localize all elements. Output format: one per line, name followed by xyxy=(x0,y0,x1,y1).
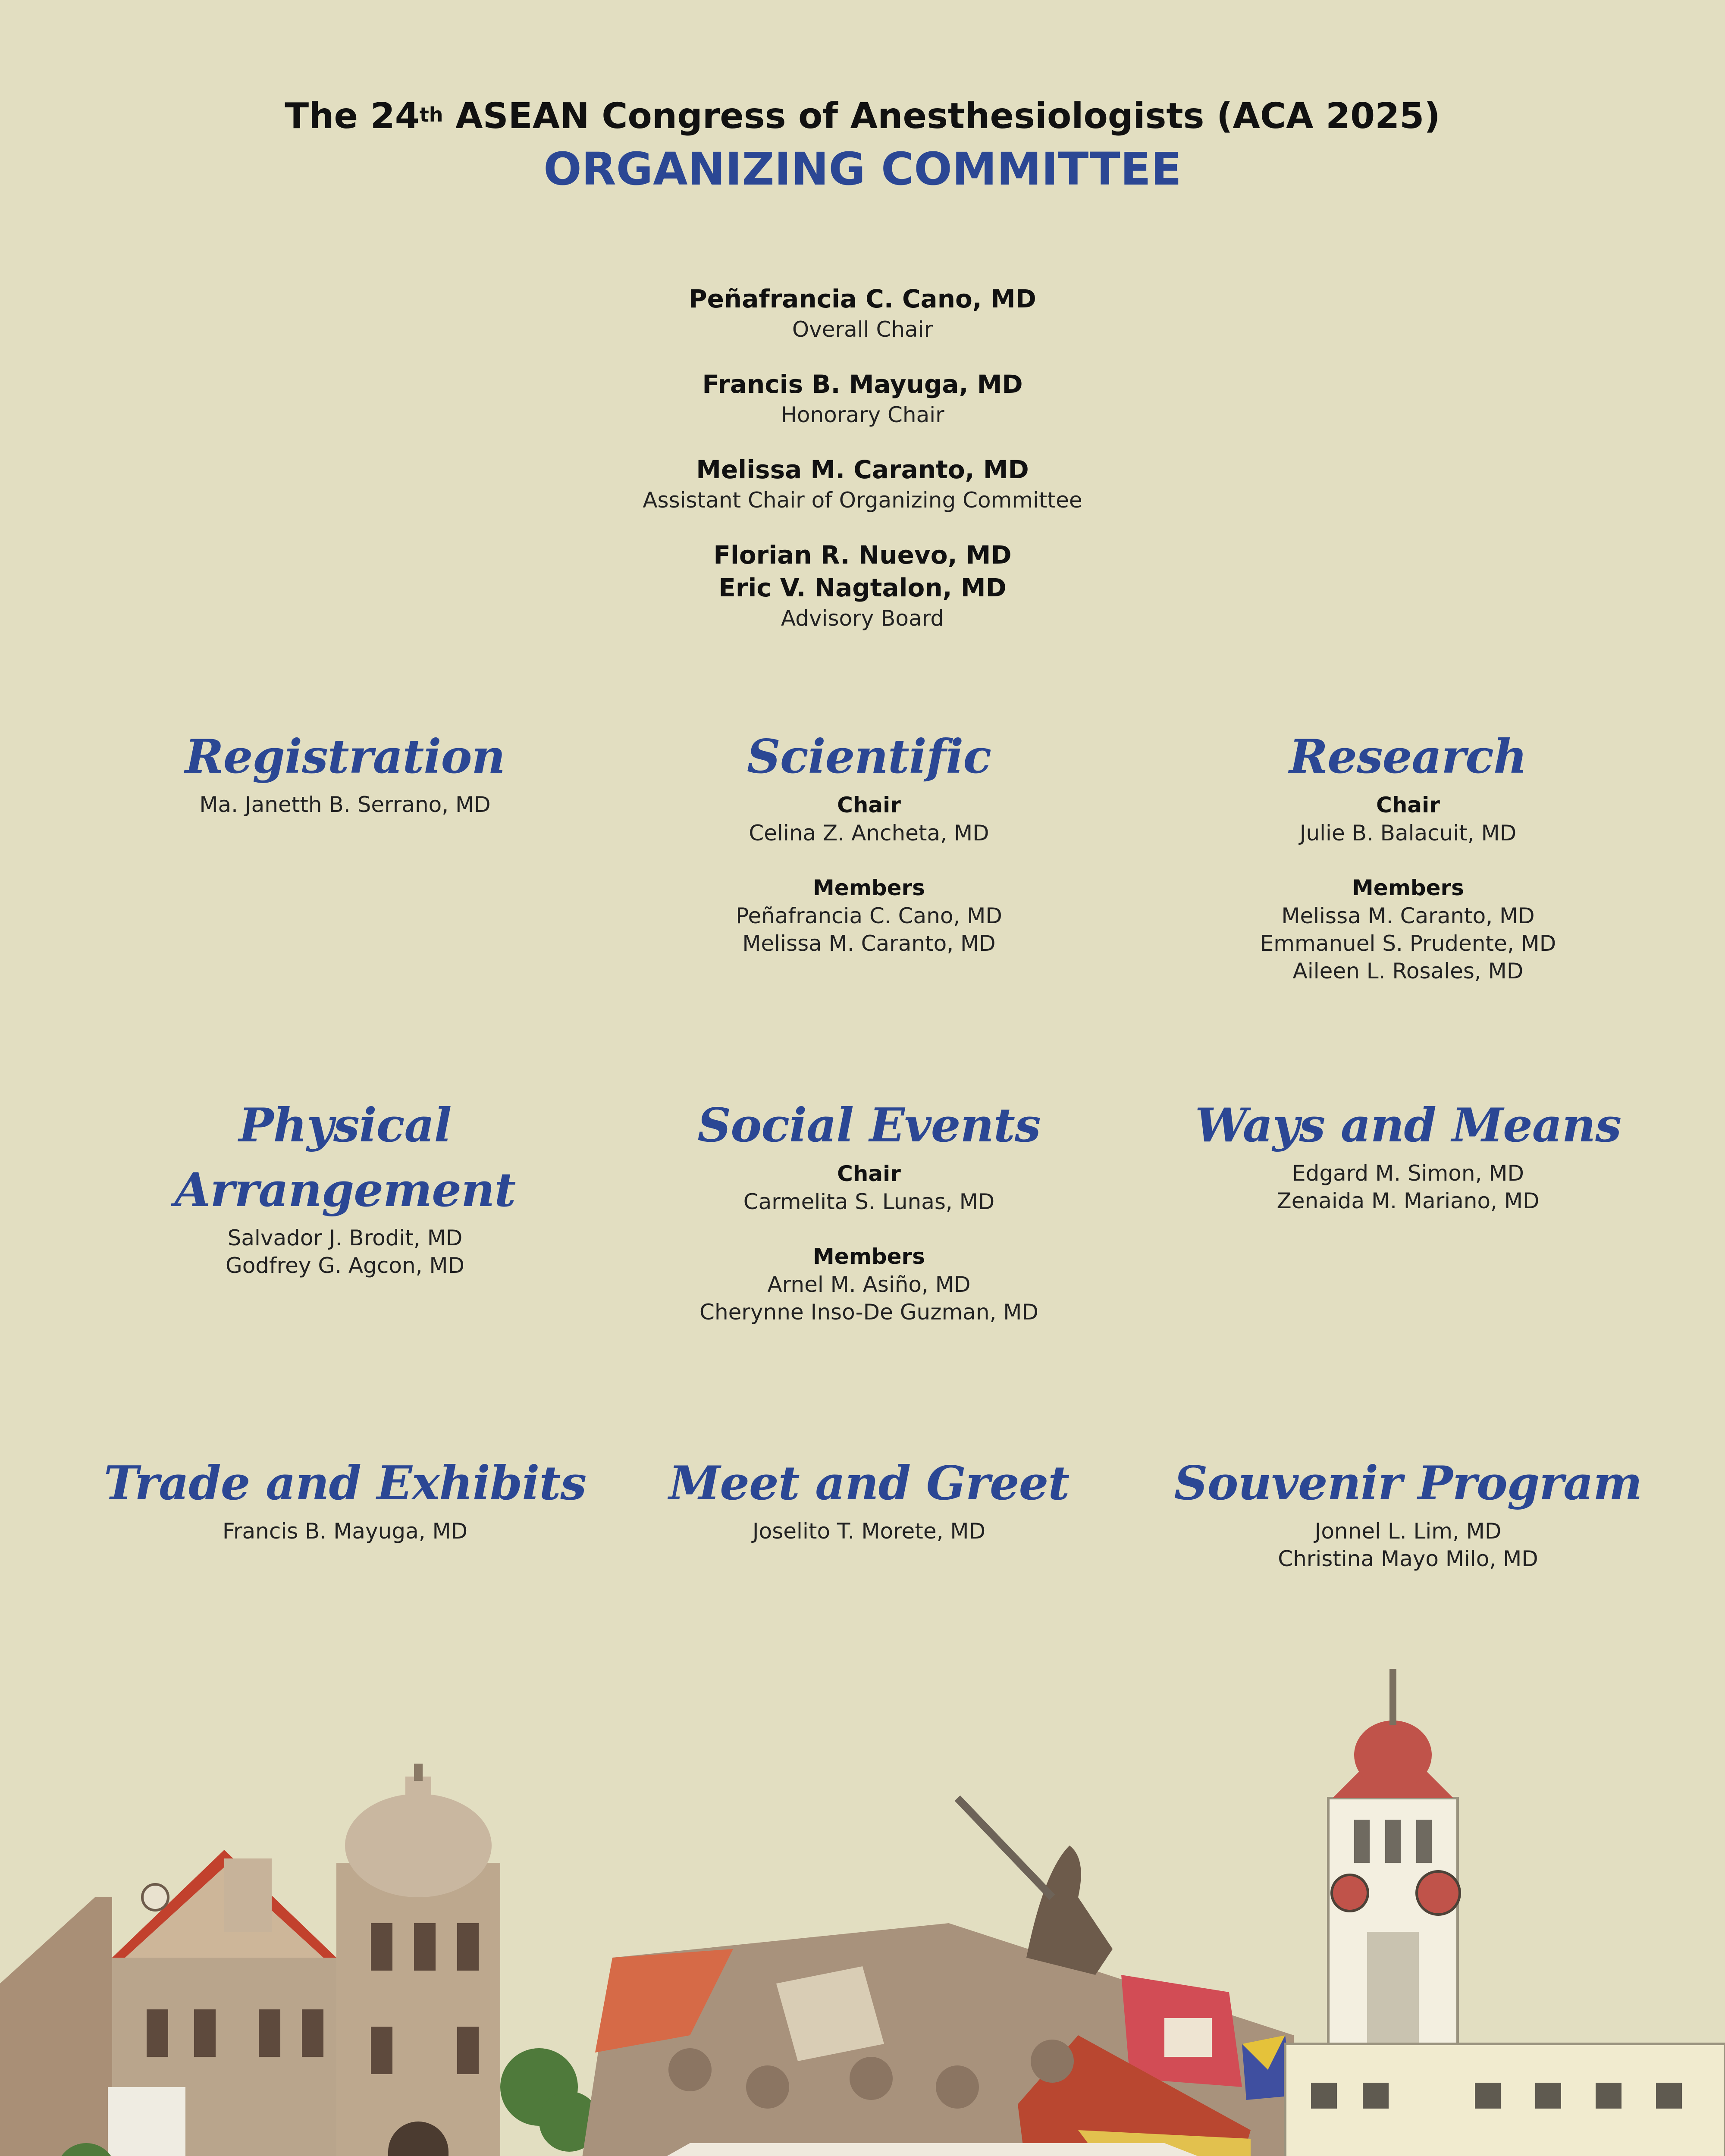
leader-name: Eric V. Nagtalon, MD xyxy=(718,573,1007,602)
monument-illustration xyxy=(578,1798,1397,2156)
committee-title: Souvenir Program xyxy=(1174,1456,1642,1510)
chair-label: Chair xyxy=(837,793,901,818)
member-name: Cherynne Inso-De Guzman, MD xyxy=(699,1300,1038,1325)
congress-title: The 24th ASEAN Congress of Anesthesiologists (ACA 2025) xyxy=(285,96,1440,137)
member-name: Arnel M. Asiño, MD xyxy=(767,1272,971,1297)
committee-scientific xyxy=(589,724,1149,957)
member-name: Emmanuel S. Prudente, MD xyxy=(1260,931,1556,956)
committee-physical-arrangement xyxy=(65,1093,625,1279)
member-name: Joselito T. Morete, MD xyxy=(752,1519,986,1544)
members-label: Members xyxy=(813,1244,925,1269)
member-name: Aileen L. Rosales, MD xyxy=(1292,959,1524,984)
page-header xyxy=(0,93,1725,197)
committee-meet-and-greet xyxy=(589,1451,1149,1545)
leader-role: Assistant Chair of Organizing Committee xyxy=(643,488,1082,513)
chair-name: Carmelita S. Lunas, MD xyxy=(743,1189,995,1214)
leader-name: Melissa M. Caranto, MD xyxy=(696,455,1029,484)
members-label: Members xyxy=(1352,875,1464,900)
committee-title: Physical Arrangement xyxy=(174,1098,516,1217)
committee-research xyxy=(1128,724,1688,985)
member-name: Christina Mayo Milo, MD xyxy=(1278,1546,1538,1571)
clock-tower-illustration xyxy=(1285,1669,1725,2156)
member-name: Zenaida M. Mariano, MD xyxy=(1276,1188,1540,1213)
leader-role: Advisory Board xyxy=(781,606,944,631)
committee-ways-and-means xyxy=(1128,1093,1688,1215)
chair-label: Chair xyxy=(1376,793,1440,818)
member-name: Salvador J. Brodit, MD xyxy=(227,1225,463,1250)
leadership-list xyxy=(0,282,1725,657)
leader-name: Francis B. Mayuga, MD xyxy=(702,370,1023,399)
member-name: Melissa M. Caranto, MD xyxy=(742,931,996,956)
member-name: Jonnel L. Lim, MD xyxy=(1314,1519,1502,1544)
leader-advisory-board xyxy=(0,539,1725,633)
leader-role: Honorary Chair xyxy=(781,402,944,427)
leader-assistant-chair xyxy=(0,453,1725,514)
leader-name: Florian R. Nuevo, MD xyxy=(713,540,1012,570)
committee-registration xyxy=(65,724,625,818)
committee-title: Registration xyxy=(185,730,505,784)
committee-trade-and-exhibits xyxy=(65,1451,625,1545)
member-name: Edgard M. Simon, MD xyxy=(1292,1161,1524,1186)
committee-title: Research xyxy=(1289,730,1527,784)
church-illustration xyxy=(0,1764,500,2156)
members-label: Members xyxy=(813,875,925,900)
committee-title: Ways and Means xyxy=(1195,1098,1622,1153)
organizing-committee-heading: ORGANIZING COMMITTEE xyxy=(543,143,1182,195)
leader-overall-chair xyxy=(0,282,1725,344)
chair-name: Julie B. Balacuit, MD xyxy=(1299,821,1517,846)
committee-title: Scientific xyxy=(746,730,991,784)
committee-title: Meet and Greet xyxy=(668,1456,1070,1510)
manila-landmarks-illustration xyxy=(0,1656,1725,2156)
member-name: Ma. Janetth B. Serrano, MD xyxy=(199,792,491,817)
committee-souvenir-program xyxy=(1128,1451,1688,1573)
leader-honorary-chair xyxy=(0,368,1725,429)
member-name: Francis B. Mayuga, MD xyxy=(222,1519,468,1544)
member-name: Godfrey G. Agcon, MD xyxy=(225,1253,465,1278)
committee-social-events xyxy=(589,1093,1149,1326)
chair-name: Celina Z. Ancheta, MD xyxy=(749,821,989,846)
committee-title: Trade and Exhibits xyxy=(104,1456,586,1510)
leader-role: Overall Chair xyxy=(792,317,933,342)
member-name: Melissa M. Caranto, MD xyxy=(1281,903,1535,928)
chair-label: Chair xyxy=(837,1161,901,1186)
leader-name: Peñafrancia C. Cano, MD xyxy=(689,284,1036,313)
member-name: Peñafrancia C. Cano, MD xyxy=(736,903,1002,928)
committee-title: Social Events xyxy=(697,1098,1041,1153)
